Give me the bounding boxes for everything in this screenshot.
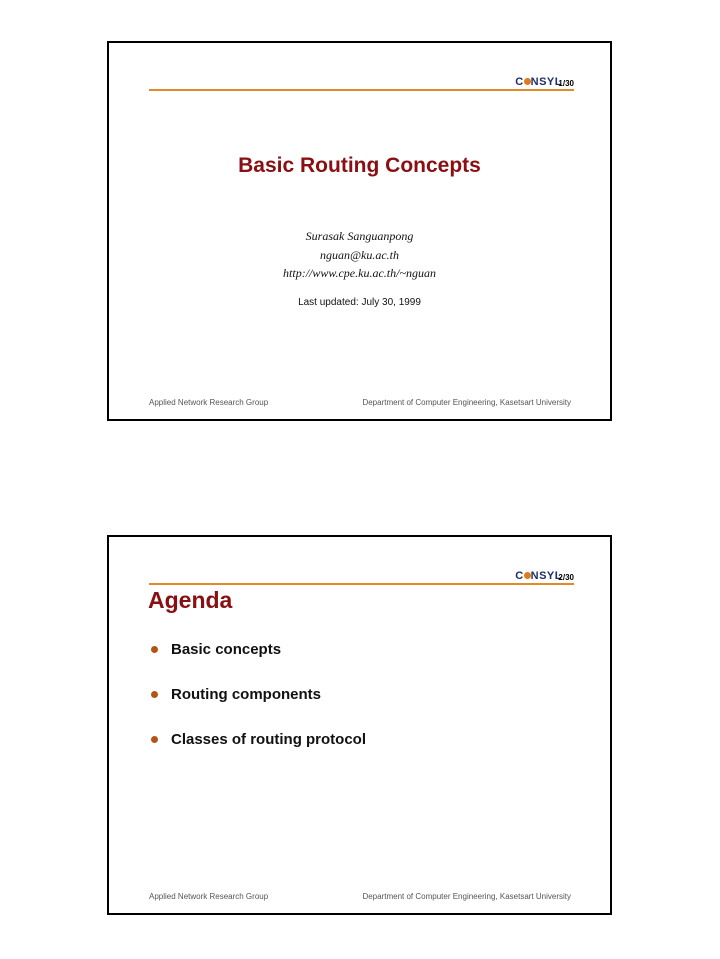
- page-number: 1/30: [558, 79, 574, 88]
- footer-right: Department of Computer Engineering, Kasetsart University: [362, 892, 571, 901]
- footer-right: Department of Computer Engineering, Kasetsart University: [362, 398, 571, 407]
- logo-c: C: [515, 570, 524, 582]
- footer-left: Applied Network Research Group: [149, 892, 269, 901]
- header-rule: [149, 583, 574, 585]
- author-name: Surasak Sanguanpong: [305, 229, 414, 243]
- slide-2: [107, 535, 612, 915]
- logo-dot-icon: [524, 78, 531, 85]
- author-email: nguan@ku.ac.th: [319, 248, 400, 262]
- slide-1: [107, 41, 612, 421]
- author-url: http://www.cpe.ku.ac.th/~nguan: [283, 266, 436, 280]
- bullet-text: Classes of routing protocol: [171, 731, 367, 748]
- logo-text: NSYL: [530, 570, 562, 582]
- logo-text: NSYL: [530, 76, 562, 88]
- logo-c: C: [515, 76, 524, 88]
- page-number: 2/30: [558, 573, 574, 582]
- bullet-text: Basic concepts: [171, 641, 282, 658]
- bullet-icon: [151, 646, 158, 653]
- footer-left: Applied Network Research Group: [149, 398, 269, 407]
- bullet-icon: [151, 691, 158, 698]
- last-updated: Last updated: July 30, 1999: [298, 297, 421, 308]
- slide-title: Agenda: [148, 587, 233, 613]
- bullet-icon: [151, 736, 158, 743]
- bullet-text: Routing components: [171, 686, 321, 703]
- consyl-logo: [515, 76, 562, 88]
- logo-dot-icon: [524, 572, 531, 579]
- header-rule: [149, 89, 574, 91]
- consyl-logo: [515, 570, 562, 582]
- slide-title: Basic Routing Concepts: [238, 154, 481, 177]
